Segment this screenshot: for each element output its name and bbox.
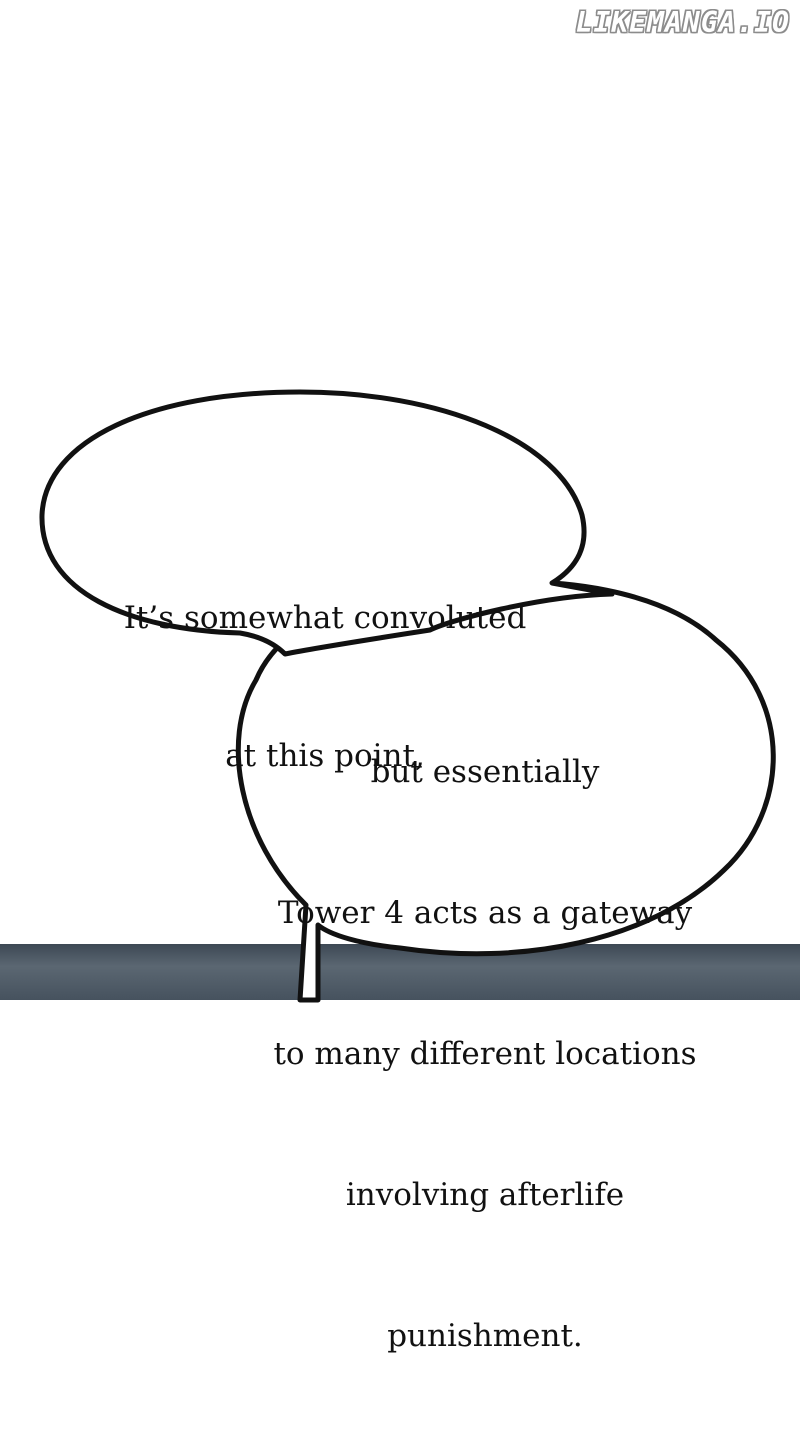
speech-line: but essentially bbox=[370, 754, 600, 790]
watermark-logo: LIKEMANGA.IO bbox=[575, 6, 790, 39]
speech-line: punishment. bbox=[387, 1318, 583, 1354]
speech-line: It’s somewhat convoluted bbox=[123, 600, 527, 636]
speech-line: at this point, bbox=[225, 738, 425, 774]
speech-text-2 bbox=[240, 655, 730, 1454]
speech-line: to many different locations bbox=[273, 1036, 697, 1072]
speech-line: Tower 4 acts as a gateway bbox=[277, 895, 693, 931]
speech-line: involving afterlife bbox=[345, 1177, 625, 1213]
